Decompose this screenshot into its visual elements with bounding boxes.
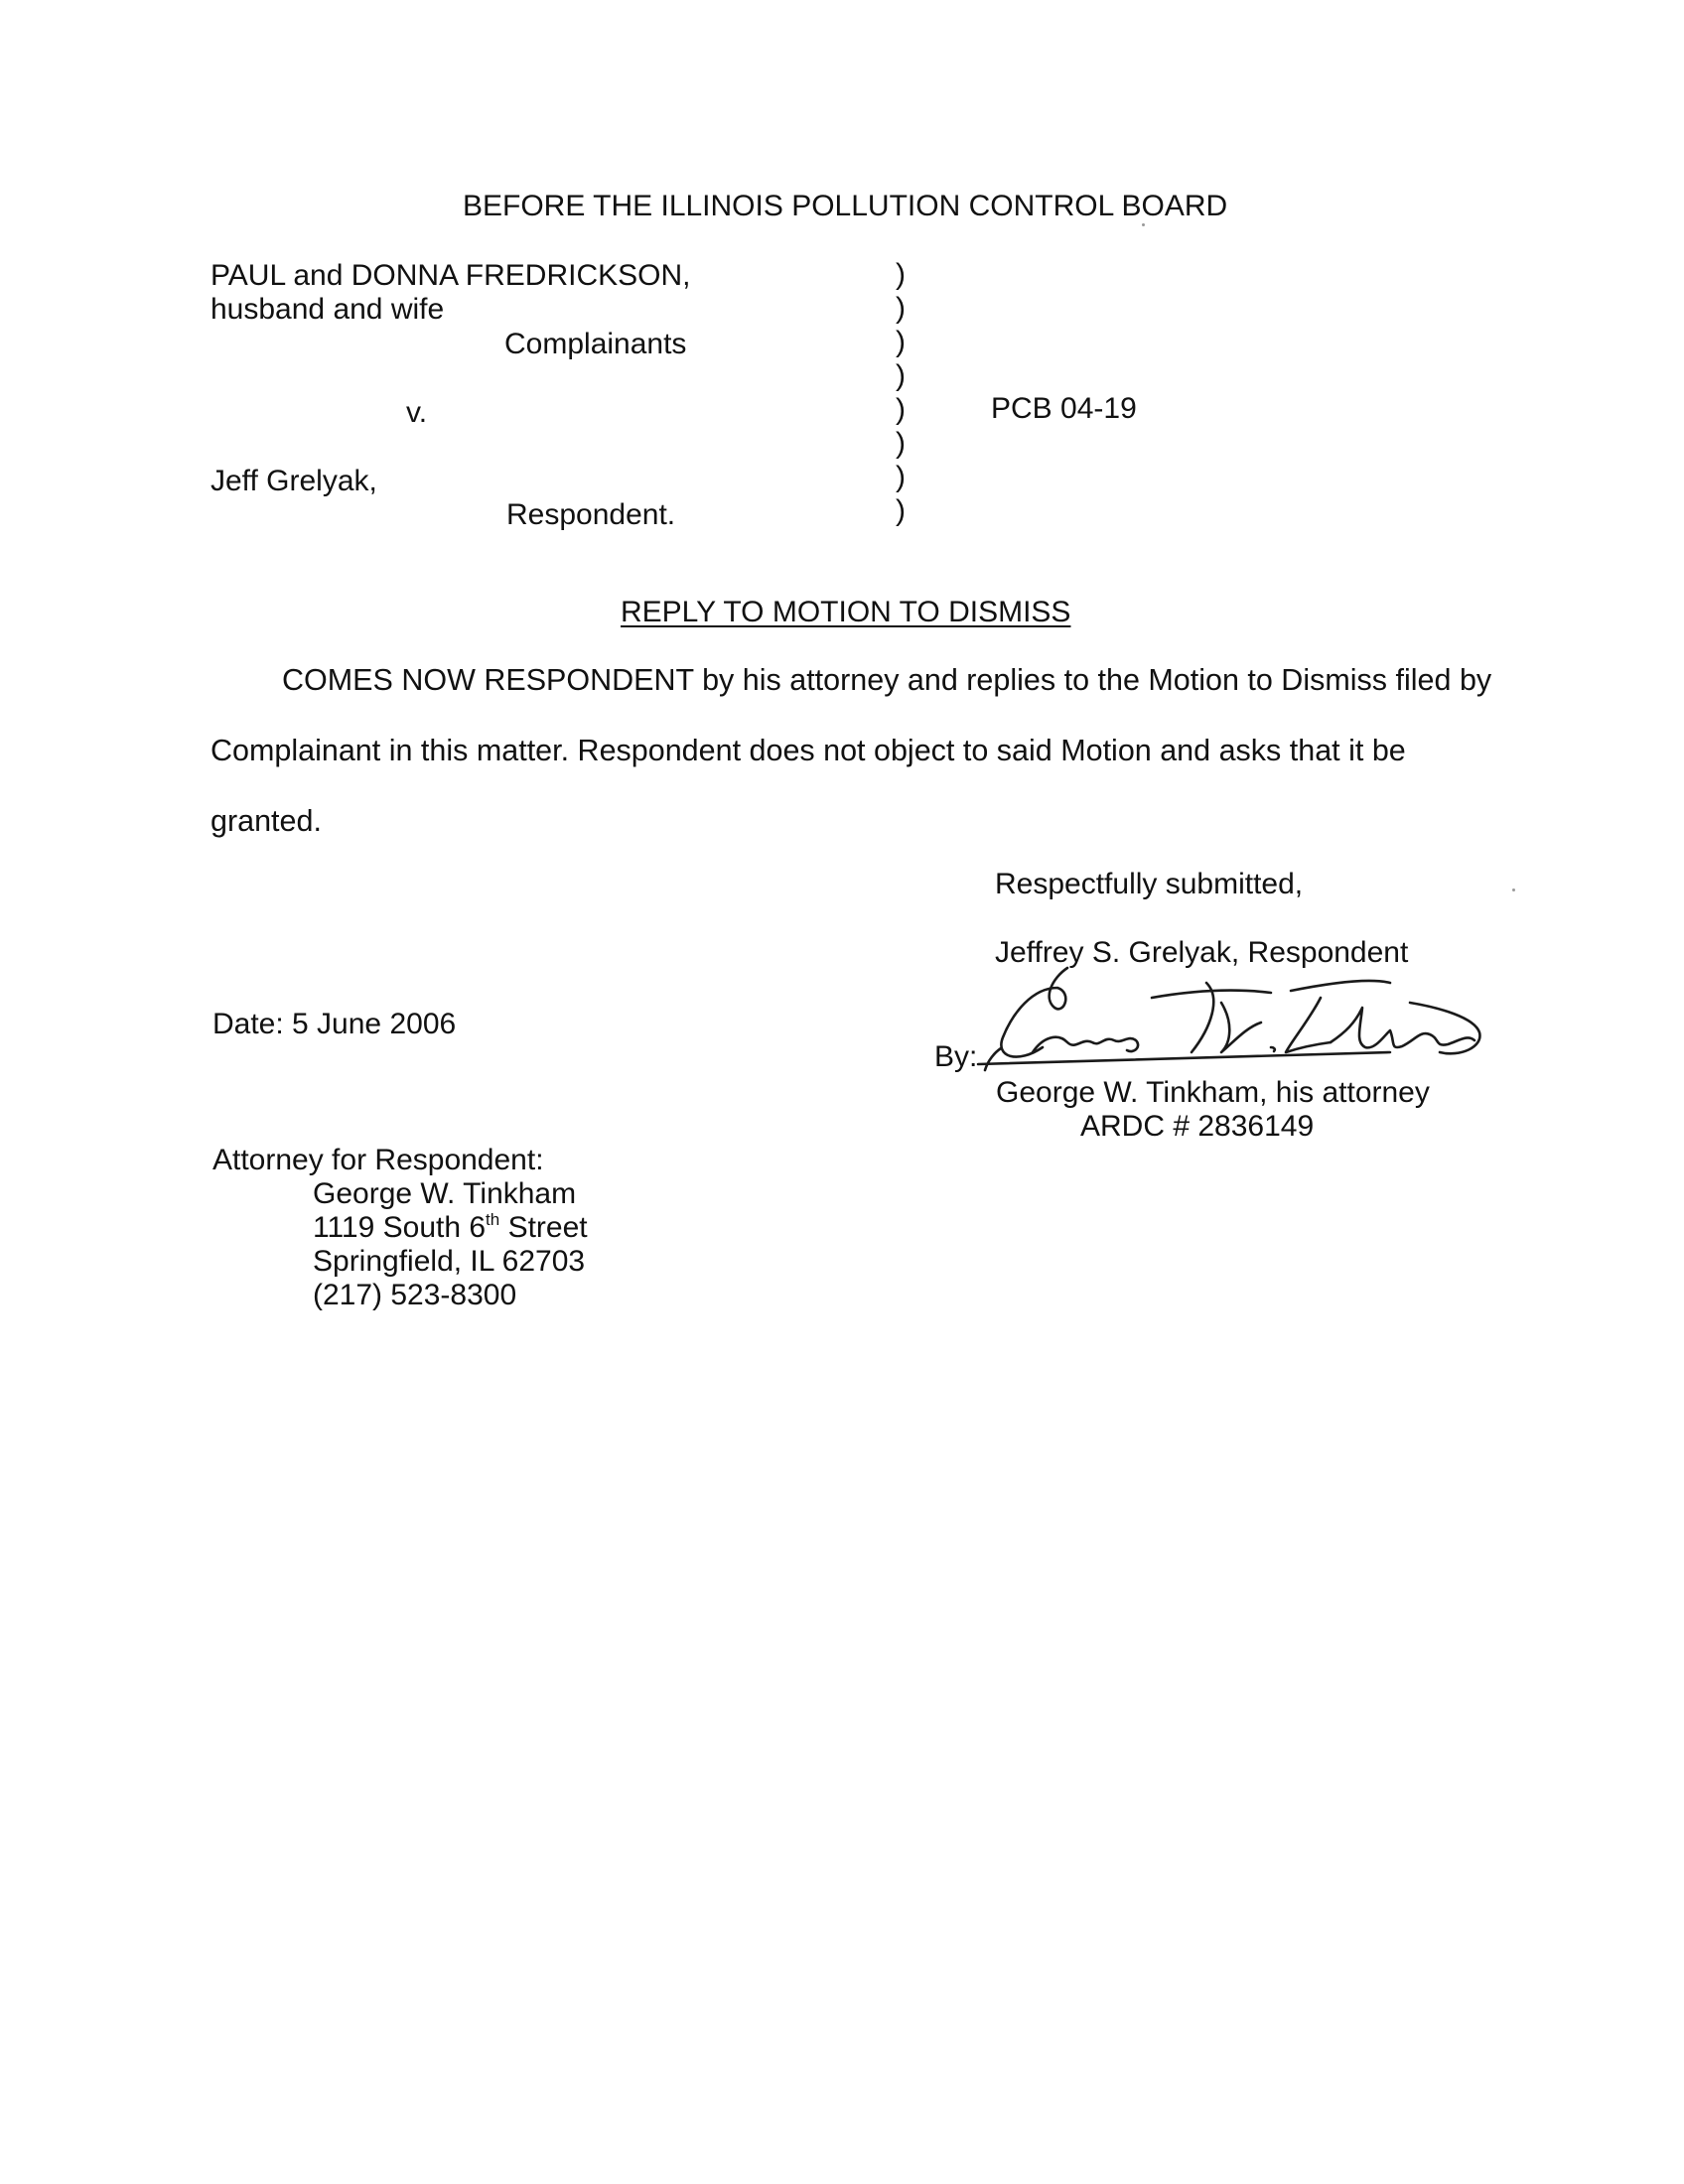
caption-paren: ) <box>896 326 906 358</box>
street-ordinal: th <box>486 1210 500 1229</box>
attorney-city: Springfield, IL 62703 <box>313 1245 586 1278</box>
complainant-names: PAUL and DONNA FREDRICKSON, <box>210 259 691 292</box>
filing-date: Date: 5 June 2006 <box>212 1008 457 1040</box>
attorney-name: George W. Tinkham <box>313 1177 577 1210</box>
body-line-2: Complainant in this matter. Respondent does not object to said Motion and asks that it be <box>210 734 1406 767</box>
handwritten-signature <box>973 953 1489 1082</box>
by-label: By: <box>934 1040 978 1073</box>
complainant-relation: husband and wife <box>210 293 445 326</box>
versus: v. <box>406 396 428 429</box>
case-number: PCB 04-19 <box>991 392 1137 425</box>
attorney-heading: Attorney for Respondent: <box>212 1144 544 1176</box>
caption-paren: ) <box>896 258 906 291</box>
caption-paren: ) <box>896 393 906 426</box>
scan-speck <box>1512 888 1515 891</box>
body-line-1: COMES NOW RESPONDENT by his attorney and replies to the Motion to Dismiss filed by <box>282 663 1492 697</box>
caption-paren: ) <box>896 461 906 493</box>
respondent-label: Respondent. <box>506 498 676 531</box>
ardc-number: ARDC # 2836149 <box>1080 1110 1315 1143</box>
respondent-name: Jeff Grelyak, <box>210 465 377 497</box>
caption-paren: ) <box>896 359 906 392</box>
signing-party: Jeffrey S. Grelyak, Respondent <box>995 936 1409 969</box>
signer-name: George W. Tinkham, his attorney <box>996 1076 1430 1109</box>
street-number: 1119 South 6 <box>313 1211 487 1244</box>
complainants-label: Complainants <box>504 328 687 360</box>
street-name: Street <box>499 1211 588 1244</box>
closing: Respectfully submitted, <box>995 868 1304 900</box>
attorney-phone: (217) 523-8300 <box>313 1279 517 1311</box>
scan-speck <box>1142 223 1145 226</box>
attorney-street <box>313 1210 588 1244</box>
document-title: REPLY TO MOTION TO DISMISS <box>621 596 1071 628</box>
court-header: BEFORE THE ILLINOIS POLLUTION CONTROL BOARD <box>463 190 1228 222</box>
caption-paren: ) <box>896 494 906 527</box>
body-line-3: granted. <box>210 804 322 838</box>
caption-paren: ) <box>896 292 906 325</box>
caption-paren: ) <box>896 427 906 460</box>
signature-text <box>0 0 1 1</box>
